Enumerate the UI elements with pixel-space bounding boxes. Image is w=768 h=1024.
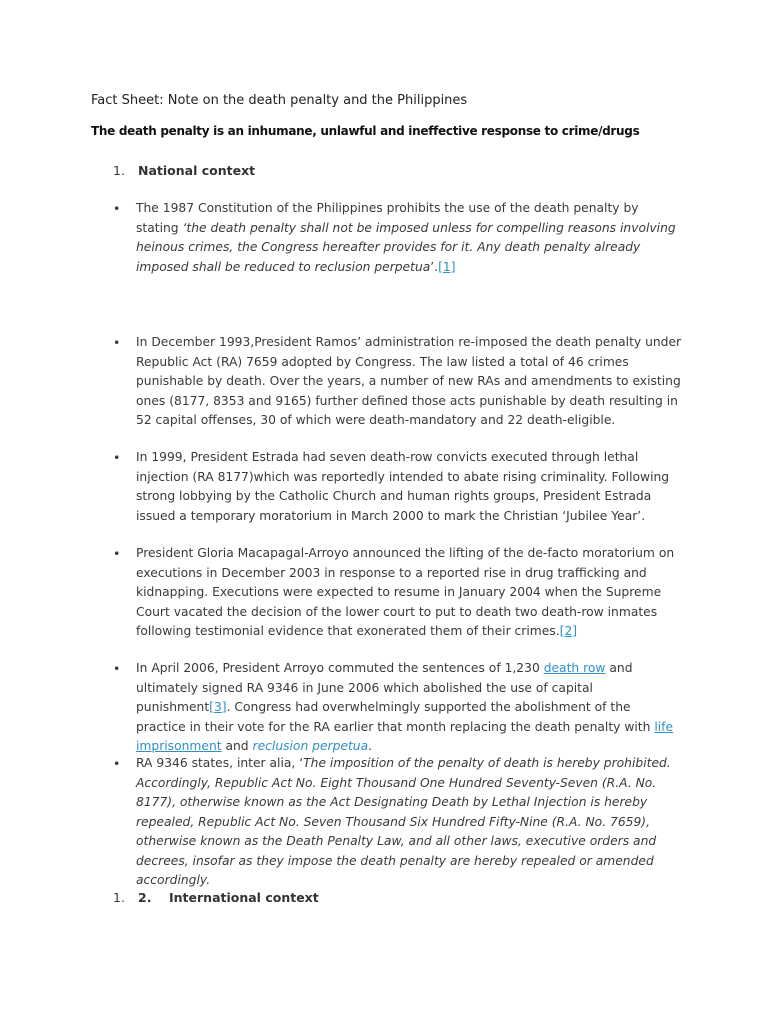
bullet-text: . Congress had overwhelmingly supported the abolishment of the practice in their vote for the RA earlier that month replacing the death penalty with bbox=[136, 700, 655, 734]
footnote-link-3[interactable]: [3] bbox=[209, 700, 227, 714]
bullet-text: . bbox=[368, 739, 373, 753]
bullet-text: President Gloria Macapagal-Arroyo announced the lifting of the de-facto moratorium on executions in December 2003 in response to a reported rise in drug trafficking and kidnapping. Executions were expected to resume in January 2004 when the Supreme Court vacated the decision of the lower court to put to death two death-row inmates following testimonial evidence that exonerated them of their crimes. bbox=[136, 546, 675, 638]
list-item bbox=[113, 754, 683, 891]
death-row-link[interactable]: death row bbox=[543, 661, 606, 675]
bullet-text: and ultimately signed RA 9346 in June 2006 which abolished the use of capital punishment bbox=[136, 661, 633, 714]
list-item bbox=[113, 199, 683, 277]
section-label: National context bbox=[138, 163, 256, 178]
life-imprisonment-link[interactable]: life imprisonment bbox=[136, 719, 674, 753]
bullet-icon: • bbox=[113, 335, 121, 350]
list-item bbox=[113, 333, 683, 431]
page-title: Fact Sheet: Note on the death penalty and the Philippines bbox=[91, 93, 468, 108]
bullet-icon: • bbox=[113, 661, 121, 676]
bullet-text: In December 1993,President Ramos’ administration re-imposed the death penalty under Republic Act (RA) 7659 adopted by Congress. The law listed a total of 46 crimes punishable by death. Over the years, a number of new RAs and amendments to existing ones (8177, 8353 and 9165) further defined those acts punishable by death resulting in 52 capital offenses, 30 of which were death-mandatory and 22 death-eligible. bbox=[136, 335, 682, 427]
list-item bbox=[113, 544, 683, 642]
reclusion-perpetua-link[interactable]: reclusion perpetua bbox=[252, 739, 369, 753]
footnote-link-1[interactable]: [1] bbox=[438, 259, 456, 274]
footnote-link-2[interactable]: [2] bbox=[559, 624, 578, 638]
section-subnumber: 2. bbox=[138, 890, 152, 905]
quote-end: ’. bbox=[430, 259, 439, 274]
bullet-text: In 1999, President Estrada had seven death-row convicts executed through lethal injection (RA 8177)which was reportedly intended to abate rising criminality. Following strong lobbying by the Catholic Church and human rights groups, President Estrada issued a temporary moratorium in March 2000 to mark the Christian ‘Jubilee Year’. bbox=[136, 450, 670, 523]
section-label: International context bbox=[169, 890, 319, 905]
bullet-text: In April 2006, President Arroyo commuted the sentences of 1,230 bbox=[136, 661, 544, 675]
section-number: 1. bbox=[113, 163, 125, 178]
section-number: 1. bbox=[113, 890, 125, 905]
bullet-text: RA 9346 states, inter alia, ‘ bbox=[136, 756, 304, 770]
list-item bbox=[113, 659, 683, 757]
page-subtitle: The death penalty is an inhumane, unlawful and ineffective response to crime/drugs bbox=[91, 124, 640, 138]
list-item bbox=[113, 448, 683, 526]
section-heading-international bbox=[113, 890, 319, 905]
bullet-icon: • bbox=[113, 546, 121, 561]
constitution-quote: ‘the death penalty shall not be imposed unless for compelling reasons involving heinous crimes, the Congress hereafter provides for it. Any death penalty already imposed shall be reduced to reclusion perpetua bbox=[136, 220, 676, 274]
bullet-text: The 1987 Constitution of the Philippines prohibits the use of the death penalty by stating bbox=[136, 201, 639, 235]
bullet-icon: • bbox=[113, 201, 121, 216]
bullet-text: and bbox=[221, 739, 253, 753]
bullet-icon: • bbox=[113, 756, 121, 771]
section-heading-national bbox=[113, 163, 255, 178]
bullet-icon: • bbox=[113, 450, 121, 465]
ra9346-quote: The imposition of the penalty of death is hereby prohibited. Accordingly, Republic Act No. Eight Thousand One Hundred Seventy-Seven (R.A. No. 8177), otherwise known as the Act Designating Death by Lethal Injection is hereby repealed, Republic Act No. Seven Thousand Six Hundred Fifty-Nine (R.A. No. 7659), otherwise known as the Death Penalty Law, and all other laws, executive orders and decrees, insofar as they impose the death penalty are hereby repealed or amended accordingly. bbox=[136, 756, 671, 887]
